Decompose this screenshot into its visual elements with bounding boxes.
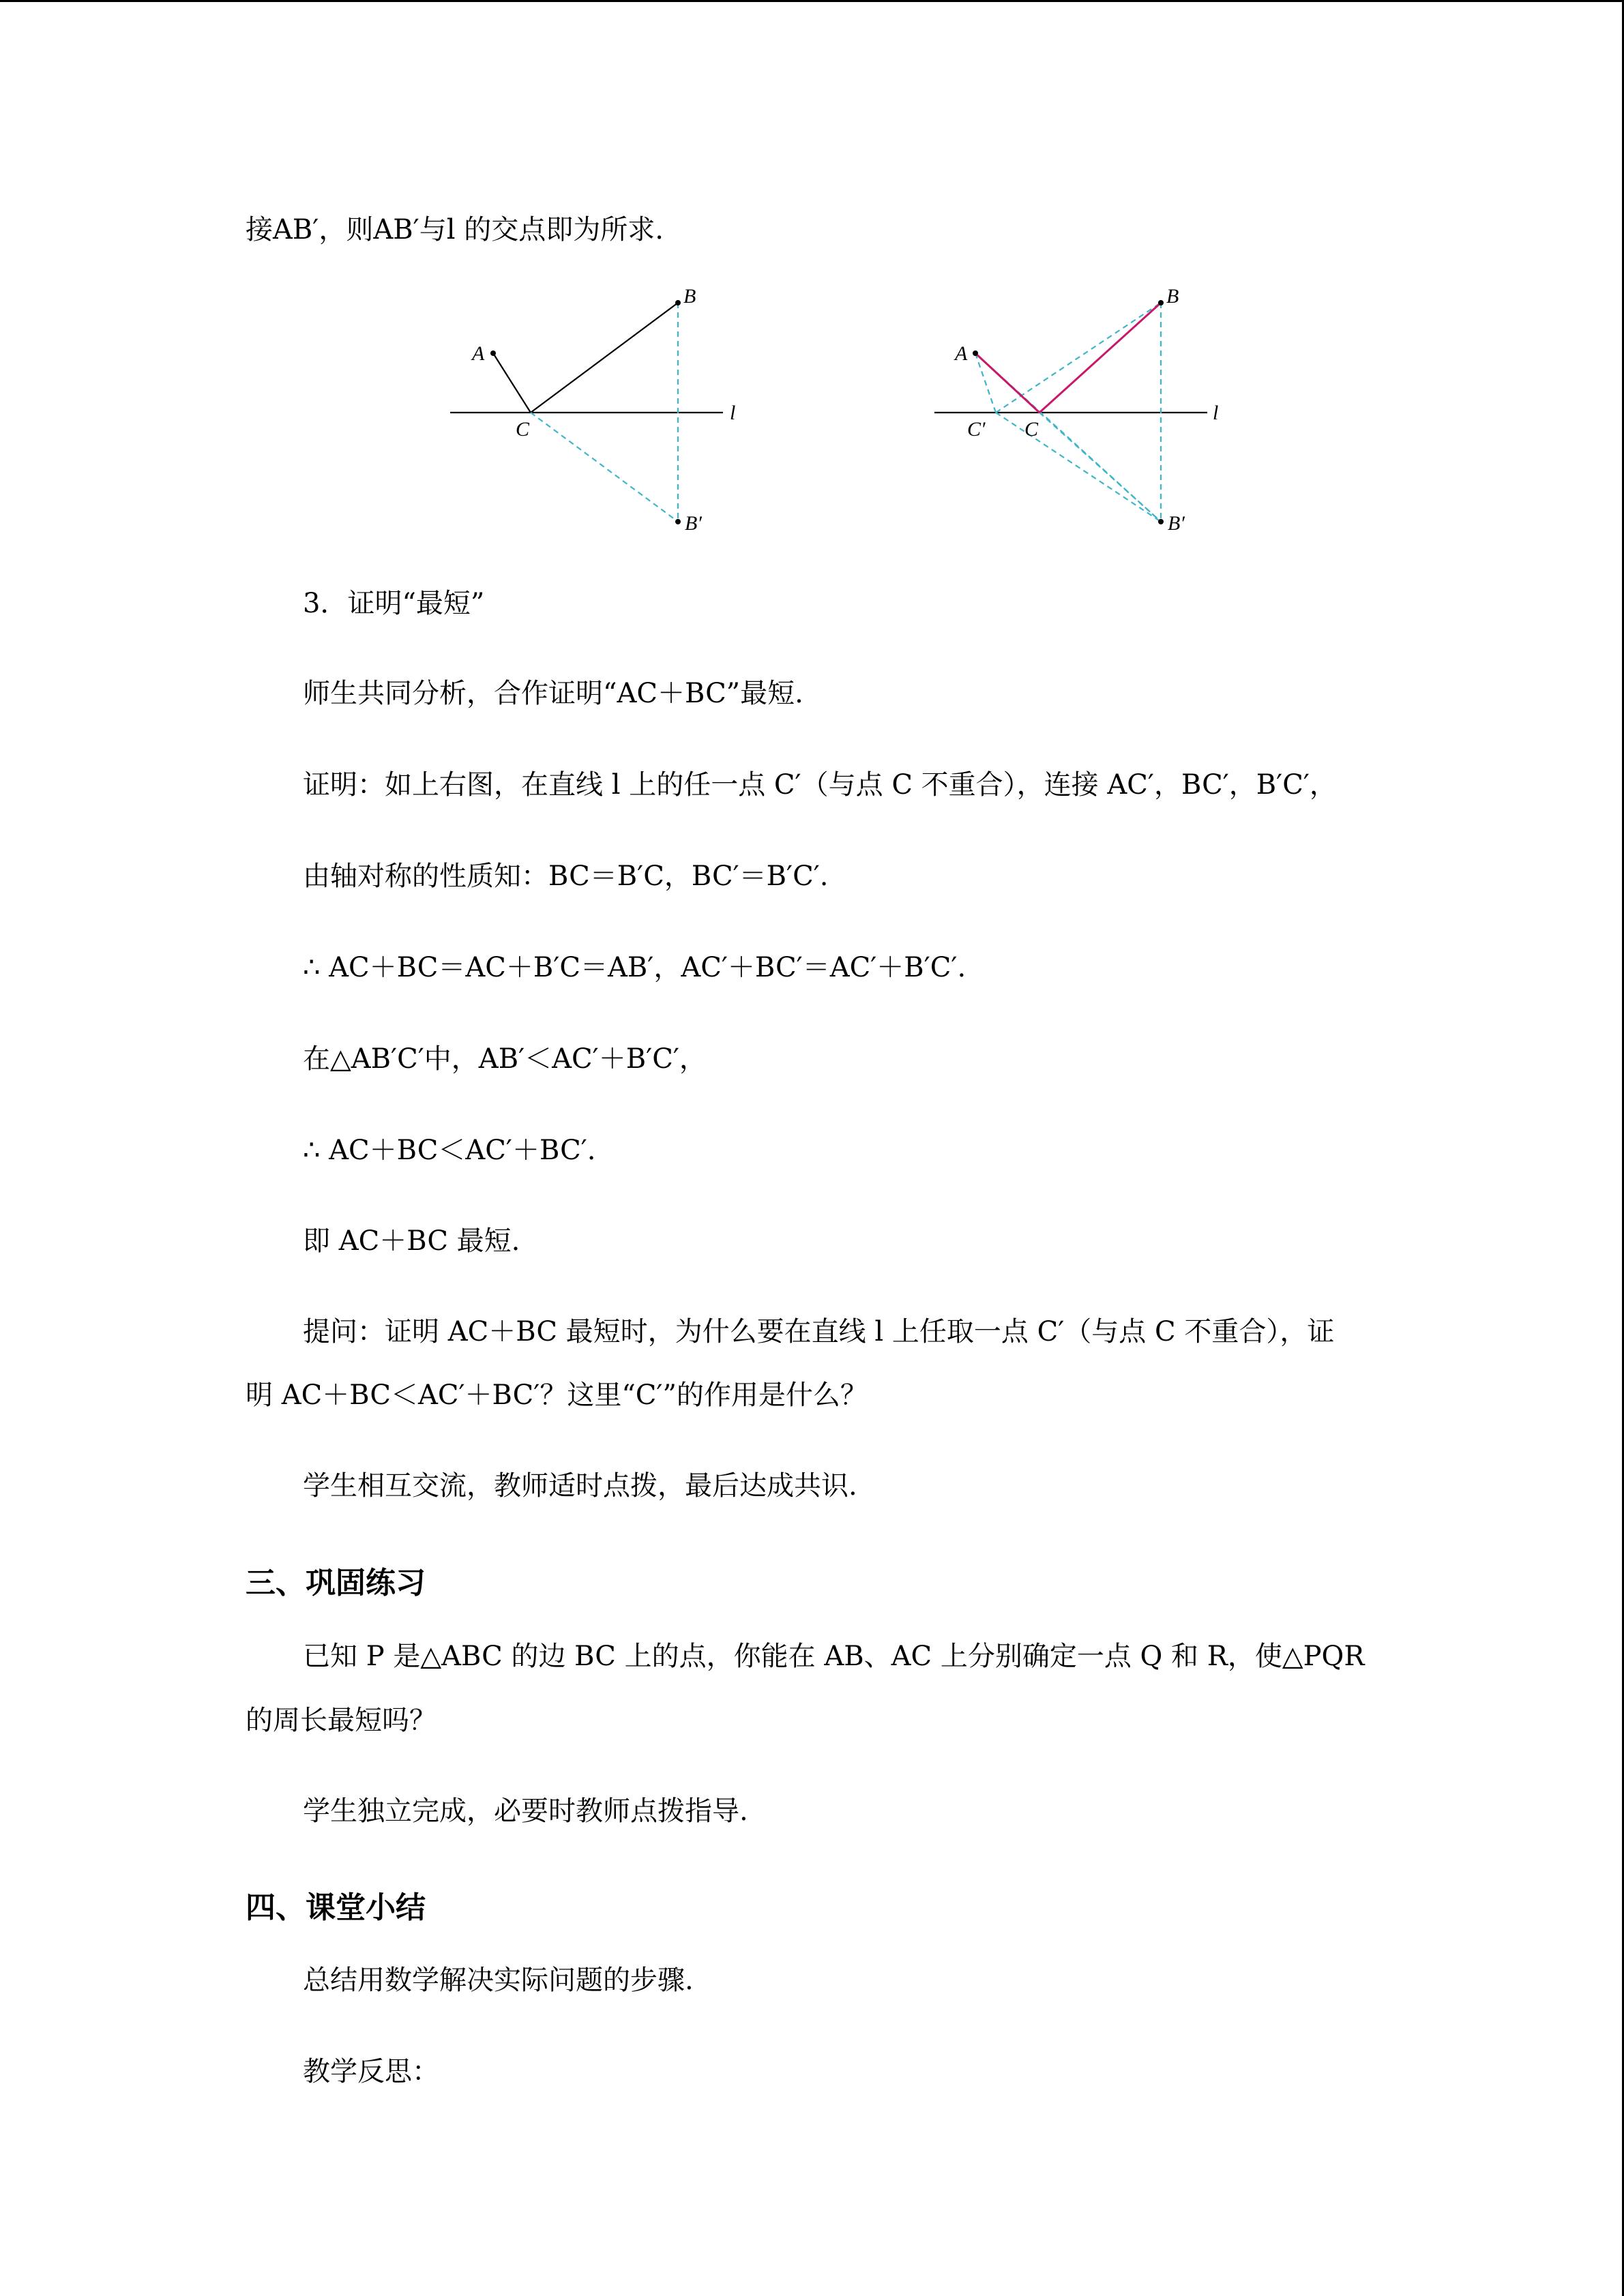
label-a: A xyxy=(472,342,485,365)
label-b-prime: B′ xyxy=(685,512,702,535)
point-a xyxy=(973,351,978,356)
reflection: 教学反思： xyxy=(303,2056,439,2087)
label-a: A xyxy=(955,342,968,365)
dashed-cb-prime xyxy=(531,413,678,522)
figure-left xyxy=(437,286,750,546)
step3-title: 3．证明“最短” xyxy=(303,588,485,619)
dashed-c-b-prime xyxy=(1039,413,1161,522)
segment-cb xyxy=(531,303,678,413)
section-4-heading: 四、课堂小结 xyxy=(246,1890,426,1925)
exercise-line-1: 已知 P 是△ABC 的边 BC 上的点，你能在 AB、AC 上分别确定一点 Q 和 R，使△PQR xyxy=(303,1641,1365,1672)
point-b-prime xyxy=(675,519,681,524)
proof-line-4: 在△AB′C′中，AB′＜AC′＋B′C′， xyxy=(303,1043,707,1075)
segment-ac xyxy=(493,353,531,413)
summary: 总结用数学解决实际问题的步骤. xyxy=(303,1965,694,1996)
label-l: l xyxy=(1213,402,1219,424)
exercise-note: 学生独立完成，必要时教师点拨指导. xyxy=(303,1795,748,1827)
dashed-c-prime-b-prime xyxy=(996,413,1161,522)
proof-line-2: 由轴对称的性质知：BC＝B′C，BC′＝B′C′. xyxy=(303,861,829,892)
point-a xyxy=(490,351,496,356)
point-b xyxy=(675,300,681,305)
label-b-prime: B′ xyxy=(1168,512,1185,535)
proof-line-1: 证明：如上右图，在直线 l 上的任一点 C′（与点 C 不重合），连接 AC′，BC′，B′C′， xyxy=(303,769,1337,801)
page-top-border xyxy=(0,0,1624,2)
label-b: B xyxy=(1166,286,1179,308)
exercise-line-2: 的周长最短吗？ xyxy=(246,1705,437,1736)
section-3-heading: 三、巩固练习 xyxy=(246,1566,426,1600)
point-b xyxy=(1158,300,1164,305)
question-line-1: 提问：证明 AC＋BC 最短时，为什么要在直线 l 上任取一点 C′（与点 C 不重合），证 xyxy=(303,1316,1335,1347)
proof-line-3: ∴ AC＋BC＝AC＋B′C＝AB′，AC′＋BC′＝AC′＋B′C′. xyxy=(303,952,966,983)
proof-line-5: ∴ AC＋BC＜AC′＋BC′. xyxy=(303,1135,596,1166)
segment-cb xyxy=(1039,303,1161,413)
figure-right xyxy=(921,286,1235,546)
step3-intro: 师生共同分析，合作证明“AC＋BC”最短. xyxy=(303,678,803,709)
intro-line: 接AB′，则AB′与l 的交点即为所求. xyxy=(246,214,664,245)
point-b-prime xyxy=(1158,519,1164,524)
discussion: 学生相互交流，教师适时点拨，最后达成共识. xyxy=(303,1470,857,1502)
label-c: C xyxy=(1024,418,1039,441)
label-c-prime: C′ xyxy=(967,418,986,441)
label-c: C xyxy=(516,418,530,441)
label-b: B xyxy=(683,286,696,308)
question-line-2: 明 AC＋BC＜AC′＋BC′？这里“C′”的作用是什么？ xyxy=(246,1380,868,1411)
proof-line-6: 即 AC＋BC 最短. xyxy=(303,1225,520,1257)
label-l: l xyxy=(730,402,736,424)
